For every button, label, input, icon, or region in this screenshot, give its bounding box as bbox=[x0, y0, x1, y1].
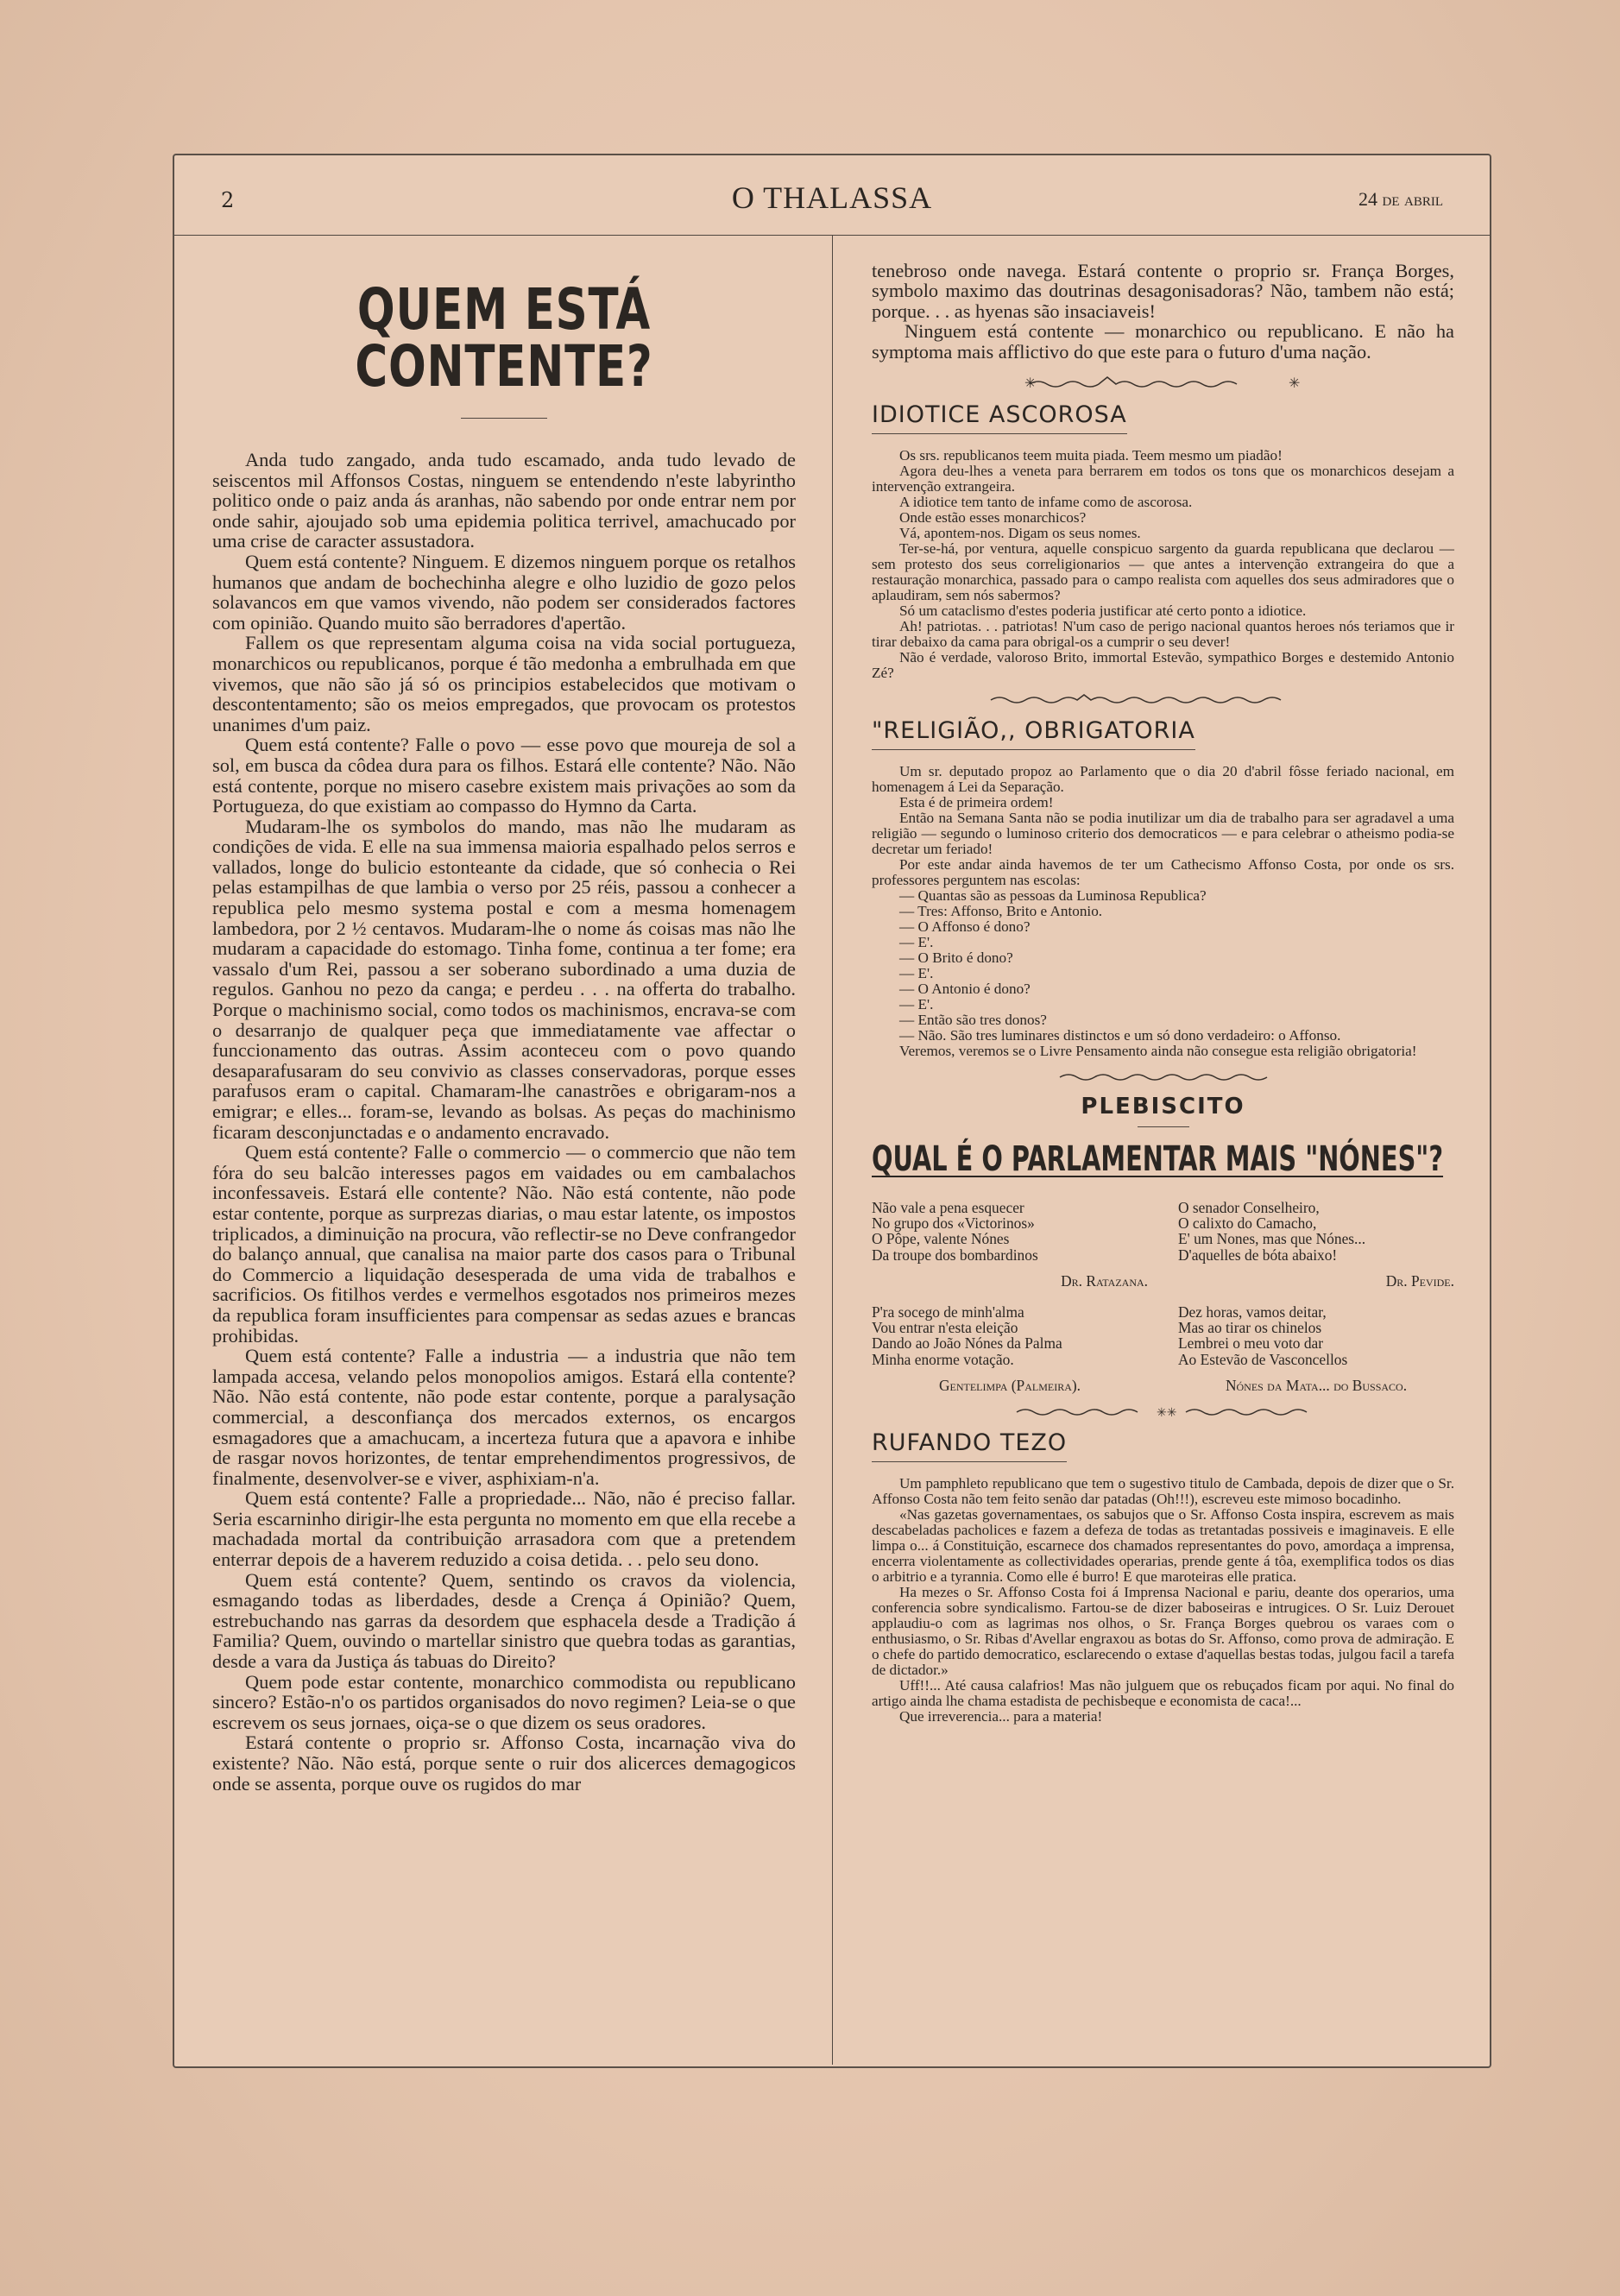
rufando-paragraph: «Nas gazetas governamentaes, os sabujos que o Sr. Affonso Costa inspira, escrevem as mais descabeladas pacholices e fazem a defeza de todas as tretantadas possiveis e imaginaveis. E elle limpa o... á Constituição, escarnece dos chamados representantes do povo, amordaça a imprensa, encerra violentamente as collectividades operarias, prende gente á tôa, exemplifica todos os dias o arbitrio e a tyrannia. Como elle é burro! E que maroteiras elle pratica. bbox=[872, 1506, 1454, 1586]
verse-line: Lembrei o meu voto dar bbox=[1178, 1334, 1324, 1353]
idiotice-paragraph: Ah! patriotas. . . patriotas! N'um caso de perigo nacional quantos heroes nós teriamos que ir tirar debaixo da cama para obrigal-os a cumprir o seu dever! bbox=[872, 618, 1454, 651]
idiotice-paragraph: Onde estão esses monarchicos? bbox=[899, 509, 1087, 527]
verse-line: O calixto do Camacho, bbox=[1178, 1214, 1317, 1233]
svg-text:✳: ✳ bbox=[1288, 375, 1300, 392]
idiotice-paragraph: Não é verdade, valoroso Brito, immortal Estevão, sympathico Borges e destemido Antonio Zé? bbox=[872, 649, 1454, 682]
religiao-paragraph: Por este andar ainda havemos de ter um Cathecismo Affonso Costa, por onde os srs. professores perguntem nas escolas: bbox=[872, 856, 1454, 889]
verse-line: Ao Estevão de Vasconcellos bbox=[1178, 1350, 1348, 1368]
article-continuation bbox=[872, 261, 1454, 362]
continuation-paragraph: Ninguem está contente — monarchico ou republicano. E não ha symptoma mais afflictivo do que este para o futuro d'uma nação. bbox=[872, 320, 1454, 363]
rufando-paragraph: Ha mezes o Sr. Affonso Costa foi á Imprensa Nacional e pariu, deante dos operarios, uma conferencia sobre syndicalismo. Fartou-se de dizer baboseiras e intrugices. O Sr. Luiz Derouet applaudiu-o com as lagrimas nos olhos, o Sr. França Borges quebrou os varaes com o enthusiasmo, o Sr. Ribas d'Avellar engraxou as botas do Sr. Affonso, como prova de admiração. E o chefe do partido democratico, esclarecendo o extase d'aquellas bestas todas, julgou facil a tarefa de dictador.» bbox=[872, 1584, 1454, 1679]
newspaper-title: O THALASSA bbox=[731, 180, 933, 215]
idiotice-paragraph: Agora deu-lhes a veneta para berrarem em todos os tons que os monarchicos desejam a intervenção extrangeira. bbox=[872, 463, 1454, 495]
article-paragraph: Mudaram-lhe os symbolos do mando, mas não lhe mudaram as condições de vida. E elle na sua immensa maioria espalhado pelos serros e vallados, longe do bulicio estonteante da cidade, que só conhecia o Rei pelas estampilhas de que lambia o verso por 25 réis, passou a conhecer a republica pelo mesmo systema postal e com a mesma homenagem lambedora, por 2 ½ centavos. Mudaram-lhe o nome ás coisas mas não lhe mudaram a capacidade do estomago. Tinha fome, continua a ter fome; era vassalo d'um Rei, passou a ser soberano subordinado a uma duzia de regulos. Ganhou no pezo da canga; e perdeu . . . na offerta do trabalho. Porque o machinismo social, como todos os machinismos, encrava-se com o desarranjo de qualquer peça que immediatamente vae affectar o funccionamento das outras. Assim aconteceu com o povo quando desaparafusaram do seu convivio as classes conservadoras, porque esses parafusos eram o capital. Chamaram-lhe canastrões e obrigaram-nos a emigrar; e elles... foram-se, levando as bolsas. As peças do machinismo ficaram desconjunctadas e o andamento encravado. bbox=[212, 815, 796, 1143]
section-title-plebiscito: PLEBISCITO bbox=[1081, 1094, 1245, 1120]
section-title-rufando: RUFANDO TEZO bbox=[872, 1429, 1067, 1462]
article-paragraph: Quem está contente? Quem, sentindo os cravos da violencia, esmagando todas as liberdades, desde a Crença á Opinião? Quem, estrebuchando nas garras da desordem que esphacela desde a Tradição á Familia? Quem, ouvindo o martellar sinistro que quebra todas as garantias, desde a vara da Justiça ás tabuas do Direito? bbox=[212, 1568, 796, 1673]
verse-line: Dez horas, vamos deitar, bbox=[1178, 1303, 1327, 1321]
ornament-divider bbox=[1008, 1402, 1319, 1421]
article-paragraph: Quem está contente? Falle o commercio — o commercio que não tem fóra do seu balcão interesses pagos em vaidades ou em cambalachos inconfessaveis. Estará elle contente? Não. Não está contente, não pode estar contente, porque as surprezas diarias, o mau estar latente, os impostos triplicados, a diminuição na procura, vão reflectir-se no Deve confrangedor do balanço annual, que canalisa na maior parte dos casos para o Tribunal do Commercio a liquidação desesperada de uma vida de trabalhos e sacrificios. Os fitilhos verdes e vermelhos esgotados nos primeiros mezes da republica foram insufficientes para compensar as sedas azues e brancas prohibidas. bbox=[212, 1141, 796, 1347]
verse-line: Vou entrar n'esta eleição bbox=[872, 1319, 1018, 1337]
verse-line: Não vale a pena esquecer bbox=[872, 1199, 1024, 1217]
ornament-divider bbox=[1021, 370, 1306, 393]
ornament-divider bbox=[982, 690, 1345, 709]
rufando-paragraph: Um pamphleto republicano que tem o sugestivo titulo de Cambada, depois de dizer que o Sr. Affonso Costa não tem feito senão dar patadas (Oh!!!), escreveu este mimoso bocadinho. bbox=[872, 1475, 1454, 1508]
masthead bbox=[174, 155, 1490, 236]
religiao-body bbox=[872, 764, 1454, 1059]
article-paragraph: Quem está contente? Ninguem. E dizemos ninguem porque os retalhos humanos que andam de bochechinha alegre e olho luzidio de gozo pelos solavancos em que vamos vivendo, não podem ser considerados factores com opinião. Quando muito são berradores d'apertão. bbox=[212, 550, 796, 634]
article-paragraph: Quem está contente? Falle o povo — esse povo que moureja de sol a sol, em busca da côdea dura para os filhos. Estará elle contente? Não. Não está contente, porque no misero casebre existem mais privações ao som da Portugueza, do que existiam ao compasso do Hymno da Carta. bbox=[212, 734, 796, 817]
verse-line: E' um Nones, mas que Nónes... bbox=[1178, 1230, 1366, 1248]
article-headline: QUEM ESTÁ CONTENTE? bbox=[355, 276, 653, 400]
dialogue-line: — Tres: Affonso, Brito e Antonio. bbox=[899, 903, 1103, 920]
article-body bbox=[212, 450, 796, 1794]
left-column bbox=[212, 235, 796, 2056]
verse-signature: Gentelimpa (Palmeira). bbox=[938, 1376, 1081, 1394]
dialogue-line: — E'. bbox=[899, 965, 934, 982]
idiotice-paragraph: Os srs. republicanos teem muita piada. Teem mesmo um piadão! bbox=[899, 447, 1283, 464]
plebiscito-rule bbox=[1138, 1126, 1189, 1127]
religiao-paragraph: Então na Semana Santa não se podia inutilizar um dia de trabalho para ser agradavel a uma religião — segundo o luminoso criterio dos democraticos — e para celebrar o atheismo podia-se decretar um feriado! bbox=[872, 810, 1454, 858]
article-paragraph: Anda tudo zangado, anda tudo escamado, anda tudo levado de seiscentos mil Affonsos Costas, ninguem se entendendo n'este labyrintho politico onde o paiz anda ás aranhas, não sabendo por onde entrar nem por onde sahir, ajoujado sob uma epidemia politica terrivel, amachucado por uma crise de caracter assustadora. bbox=[212, 449, 796, 552]
page-number: 2 bbox=[221, 188, 235, 212]
right-column bbox=[872, 235, 1454, 2056]
religiao-paragraph: Um sr. deputado propoz ao Parlamento que o dia 20 d'abril fôsse feriado nacional, em homenagem á Lei da Separação. bbox=[872, 763, 1454, 796]
verse-signature: Nónes da Mata... do Bussaco. bbox=[1225, 1376, 1408, 1394]
idiotice-paragraph: A idiotice tem tanto de infame como de ascorosa. bbox=[899, 494, 1193, 511]
idiotice-body bbox=[872, 448, 1454, 681]
idiotice-paragraph: Só um cataclismo d'estes poderia justificar até certo ponto a idiotice. bbox=[899, 602, 1307, 620]
ornament-divider bbox=[1051, 1068, 1276, 1085]
svg-text:✳✳: ✳✳ bbox=[1156, 1406, 1176, 1421]
article-paragraph: Fallem os que representam alguma coisa na vida social portugueza, monarchicos ou republicanos, porque é tão medonha a embrulhada em que vivemos, que não são já só os principios estabelecidos que motivam o descontentamento; são os meios empregados, que provocam os protestos unanimes d'um paiz. bbox=[212, 632, 796, 735]
headline-rule bbox=[461, 418, 547, 419]
newspaper-page bbox=[173, 154, 1491, 2068]
rufando-paragraph: Uff!!... Até causa calafrios! Mas não julguem que os rebuçados ficam por aqui. No final do artigo ainda lhe chama estadista de pechisbeque e economista de caca!... bbox=[872, 1677, 1454, 1710]
issue-date: 24 de abril bbox=[1358, 188, 1443, 210]
article-paragraph: Quem pode estar contente, monarchico commodista ou republicano sincero? Estão-n'o os partidos organisados do novo regimen? Leia-se o que escrevem os seus jornaes, oiça-se o que dizem os seus oradores. bbox=[212, 1670, 796, 1733]
svg-text:✳: ✳ bbox=[1024, 375, 1036, 392]
verse-signature: Dr. Ratazana. bbox=[1061, 1271, 1148, 1290]
column-divider bbox=[832, 235, 833, 2065]
dialogue-line: — O Antonio é dono? bbox=[899, 981, 1031, 998]
religiao-paragraph: Esta é de primeira ordem! bbox=[899, 794, 1054, 811]
article-paragraph: Quem está contente? Falle a propriedade... Não, não é preciso fallar. Seria escarninho dirigir-lhe esta pergunta no momento em que ella recebe a machadada mortal da contribuição arrasadora com que a pretendem enterrar depois de a haverem reduzido a coisa detida. . . pelo seu dono. bbox=[212, 1487, 796, 1571]
dialogue-line: — E'. bbox=[899, 996, 934, 1013]
verse-line: No grupo dos «Victorinos» bbox=[872, 1214, 1035, 1233]
verses-left bbox=[872, 1200, 1148, 1393]
dialogue-line: — Não. São tres luminares distinctos e um só dono verdadeiro: o Affonso. bbox=[899, 1027, 1341, 1044]
verse-line: Da troupe dos bombardinos bbox=[872, 1246, 1038, 1264]
section-title-idiotice: IDIOTICE ASCOROSA bbox=[872, 401, 1127, 434]
catechism-dialogue bbox=[872, 888, 1454, 1044]
continuation-paragraph: tenebroso onde navega. Estará contente o proprio sr. França Borges, symbolo maximo das doutrinas desagonisadoras? Não, tambem não está; porque. . . as hyenas são insaciaveis! bbox=[872, 260, 1454, 322]
rufando-body bbox=[872, 1476, 1454, 1725]
plebiscito-question: QUAL É O PARLAMENTAR MAIS "NÓNES"? bbox=[872, 1139, 1444, 1180]
verse-line: P'ra socego de minh'alma bbox=[872, 1303, 1024, 1321]
article-paragraph: Quem está contente? Falle a industria — a industria que não tem lampada accesa, velando pelos monopolios amigos. Estará ella contente? Não. Não está contente, não pode estar contente, porque a paralysação commercial, a desconfiança dos mercados externos, os encargos esmagadores que a amachucam, a incerteza futura que a apavora e inhibe de rasgar novos horizontes, de tentar emprehendimentos progressivos, de finalmente, desenvolver-se e viver, asphixiam-n'a. bbox=[212, 1345, 796, 1489]
verse-line: Dando ao João Nónes da Palma bbox=[872, 1334, 1062, 1353]
religiao-closing: Veremos, veremos se o Livre Pensamento ainda não consegue esta religião obrigatoria! bbox=[899, 1043, 1417, 1060]
rufando-paragraph: Que irreverencia... para a materia! bbox=[899, 1708, 1103, 1725]
verse-line: Mas ao tirar os chinelos bbox=[1178, 1319, 1322, 1337]
article-paragraph: Estará contente o proprio sr. Affonso Costa, incarnação viva do existente? Não. Não está, porque sente o ruir dos alicerces demagogicos onde se assenta, porque ouve os rugidos do mar bbox=[212, 1731, 796, 1795]
section-title-religiao: "RELIGIÃO,, OBRIGATORIA bbox=[872, 717, 1195, 750]
idiotice-paragraph: Vá, apontem-nos. Digam os seus nomes. bbox=[899, 525, 1141, 542]
verses-right bbox=[1178, 1200, 1454, 1393]
dialogue-line: — E'. bbox=[899, 934, 934, 951]
verse-line: D'aquelles de bóta abaixo! bbox=[1178, 1246, 1338, 1264]
verse-signature: Dr. Pevide. bbox=[1385, 1271, 1454, 1290]
verse-line: O senador Conselheiro, bbox=[1178, 1199, 1320, 1217]
verse-line: O Pôpe, valente Nónes bbox=[872, 1230, 1010, 1248]
dialogue-line: — Quantas são as pessoas da Luminosa Republica? bbox=[899, 887, 1207, 905]
idiotice-paragraph: Ter-se-há, por ventura, aquelle conspicuo sargento da guarda republicana que declarou — sem protesto dos seus correligionarios — que antes a intervenção extrangeira do que a restauração monarchica, passado para o campo realista com aquelles dos seus admiradores que o aplaudiram, sem nós sabermos? bbox=[872, 540, 1454, 604]
plebiscito-verses bbox=[872, 1200, 1454, 1393]
dialogue-line: — O Affonso é dono? bbox=[899, 918, 1031, 936]
dialogue-line: — Então são tres donos? bbox=[899, 1012, 1047, 1029]
dialogue-line: — O Brito é dono? bbox=[899, 949, 1013, 967]
verse-line: Minha enorme votação. bbox=[872, 1350, 1014, 1368]
